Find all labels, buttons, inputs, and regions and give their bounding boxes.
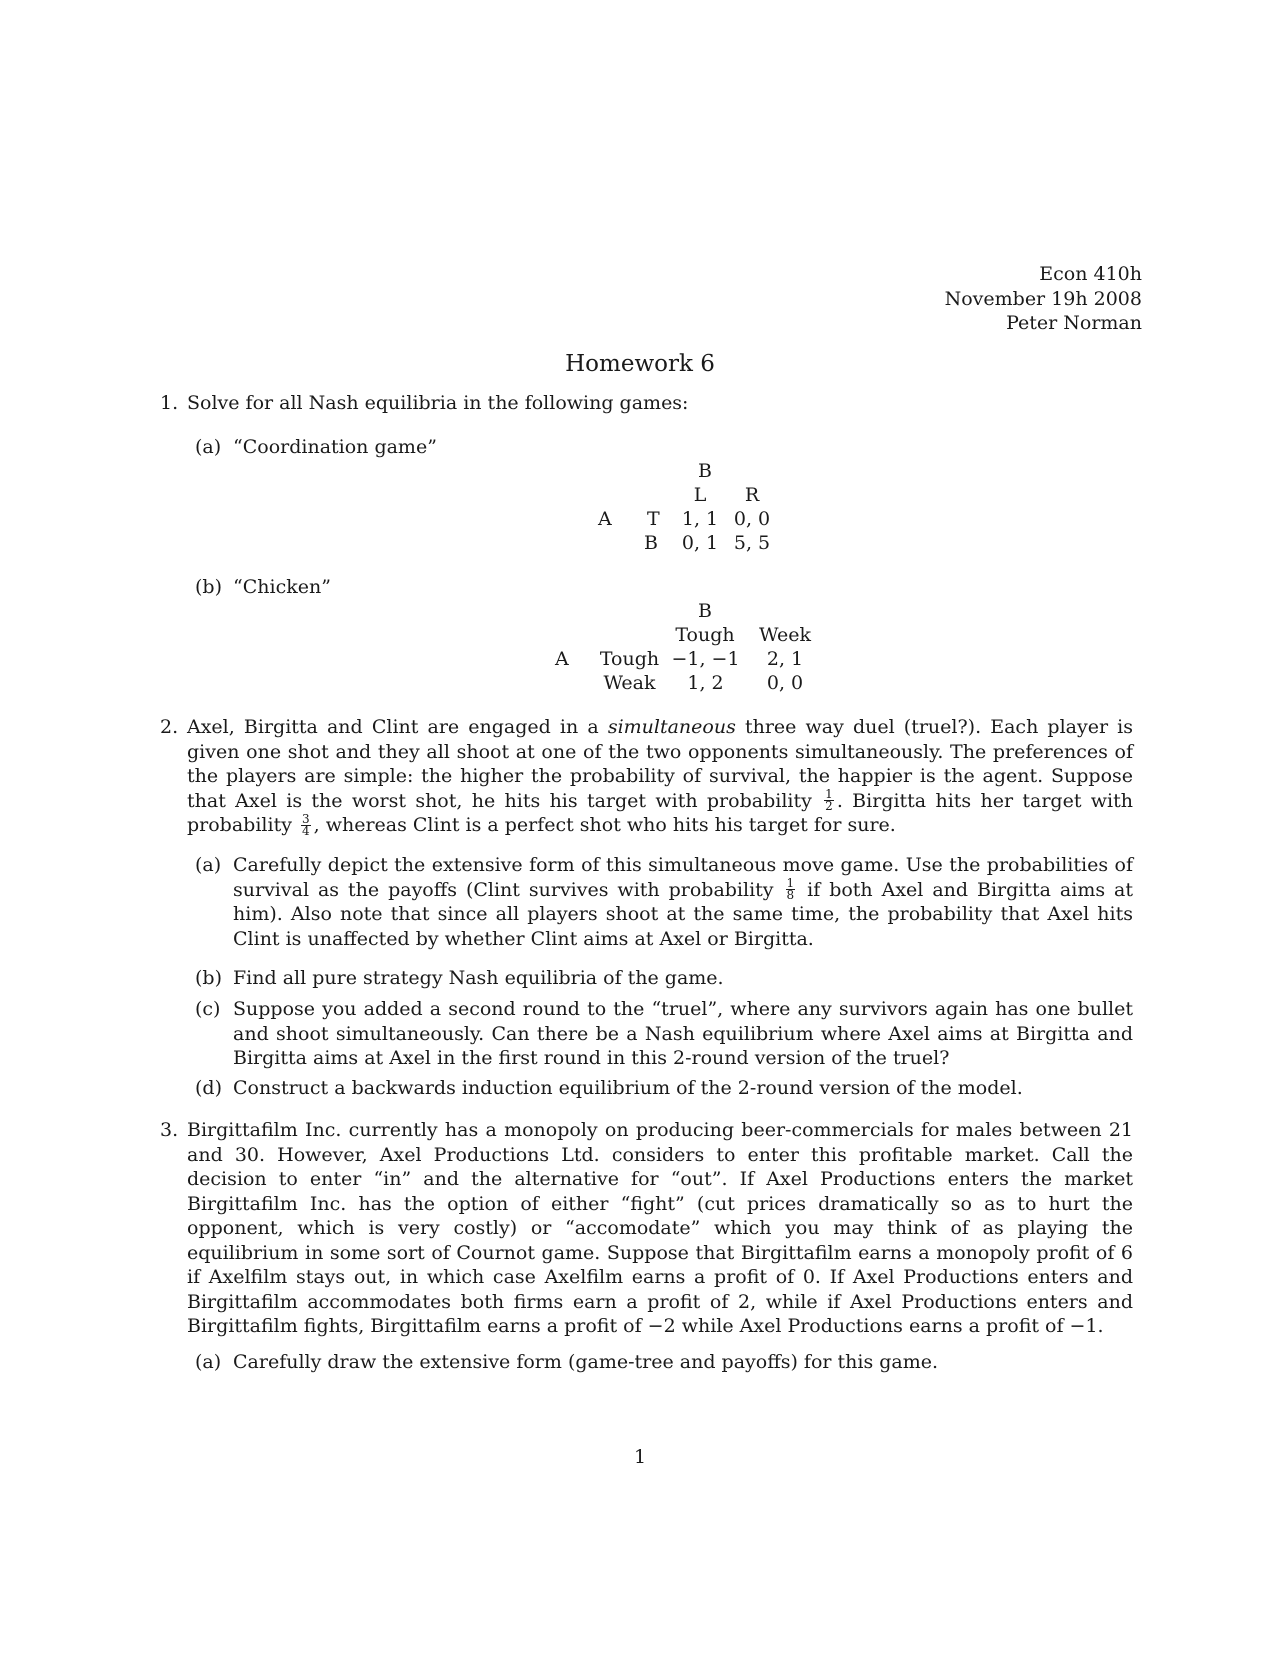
q2a-text-part: Carefully depict the extensive form of this simultaneous move game. Use the probabilities of survival as the payoffs (Clint survives with probability <box>233 854 1133 901</box>
course-name: Econ 410h <box>1039 263 1142 285</box>
q1a-label: (a) <box>195 436 222 458</box>
matrix-b-col-label: Week <box>759 624 811 646</box>
q2-italic-word: simultaneous <box>607 716 736 738</box>
author-name: Peter Norman <box>1006 312 1142 334</box>
q3a-label: (a) <box>195 1351 222 1373</box>
q1-text: Solve for all Nash equilibria in the following games: <box>187 392 689 414</box>
q2-text-part: , whereas Clint is a perfect shot who hits his target for sure. <box>313 814 896 836</box>
matrix-a-col-label: R <box>744 484 760 506</box>
matrix-b-row-player: A <box>555 648 569 670</box>
q2-number: 2. <box>160 716 179 738</box>
matrix-a-row-label: T <box>647 508 660 530</box>
q2-text-part: Axel, Birgitta and Clint are engaged in a <box>187 716 599 738</box>
q2a-label: (a) <box>195 854 222 876</box>
matrix-a-row-label: B <box>644 532 658 554</box>
fraction-three-quarters: $\frac{3}{4}$ <box>301 811 310 838</box>
matrix-b-cell: 2, 1 <box>766 648 804 670</box>
q2c-text: Suppose you added a second round to the “truel”, where any survivors again has one bullet and shoot simultaneously. Can there be a Nash equilibrium where Axel aims at Birgitta and Birgitta aims at Axel in the first round in this 2-round version of the truel? <box>233 998 1133 1069</box>
matrix-a-cell: 5, 5 <box>733 532 771 554</box>
q2d-text: Construct a backwards induction equilibrium of the 2-round version of the model. <box>233 1077 1023 1099</box>
fraction-one-half: $\frac{1}{2}$ <box>825 787 833 813</box>
q2a-text <box>233 853 1133 951</box>
matrix-a-cell: 0, 1 <box>681 532 719 554</box>
matrix-b-col-label: Tough <box>675 624 735 646</box>
q2-paragraph <box>187 715 1133 838</box>
document-date: November 19h 2008 <box>944 287 1142 310</box>
q2b-label: (b) <box>195 967 222 989</box>
q2d-label: (d) <box>195 1077 222 1099</box>
matrix-b-row-label: Weak <box>603 672 656 694</box>
matrix-a-cell: 1, 1 <box>681 508 719 530</box>
q1b-name: “Chicken” <box>233 576 331 598</box>
matrix-a-col-label: L <box>693 484 707 506</box>
q2a-text-part: if both Axel and Birgitta aims at him). Also note that since all players shoot at the same time, the probability that Axel hits Clint is unaffected by whether Clint aims at Axel or Birgitta. <box>233 878 1134 950</box>
matrix-b-row-label: Tough <box>599 648 660 670</box>
q2-text-part: . Birgitta hits her target with probability <box>187 789 1133 836</box>
matrix-b-cell: 0, 0 <box>766 672 804 694</box>
q1-number: 1. <box>160 392 179 414</box>
q1b-label: (b) <box>195 576 222 598</box>
q1a-name: “Coordination game” <box>233 436 437 458</box>
q2-text-part: three way duel (truel?). Each player is given one shot and they all shoot at one of the two opponents simultaneously. The preferences of the players are simple: the higher the probability of survival, the happier is the agent. Suppose that Axel is the worst shot, he hits his target with probability <box>187 716 1133 812</box>
q2b-text: Find all pure strategy Nash equilibria of the game. <box>233 967 724 989</box>
q2c-label: (c) <box>195 998 221 1020</box>
q3-number: 3. <box>160 1119 179 1141</box>
matrix-a-cell: 0, 0 <box>733 508 771 530</box>
q3a-text: Carefully draw the extensive form (game-tree and payoffs) for this game. <box>233 1351 939 1373</box>
page-title: Homework 6 <box>565 351 715 377</box>
matrix-b-cell: 1, 2 <box>687 672 724 694</box>
document-header <box>945 262 1142 336</box>
q3-paragraph: Birgittafilm Inc. currently has a monopoly on producing beer-commercials for males between 21 and 30. However, Axel Productions Ltd. considers to enter this profitable market. Call the decision to enter “in” and the alternative for “out”. If Axel Productions enters the market Birgittafilm Inc. has the option of either “fight” (cut prices dramatically so as to hurt the opponent, which is very costly) or “accomodate” which you may think of as playing the equilibrium in some sort of Cournot game. Suppose that Birgittafilm earns a monopoly profit of 6 if Axelfilm stays out, in which case Axelfilm earns a profit of 0. If Axel Productions enters and Birgittafilm accommodates both firms earn a profit of 2, while if Axel Productions enters and Birgittafilm fights, Birgittafilm earns a profit of −2 while Axel Productions earns a profit of −1. <box>187 1119 1133 1337</box>
page-number: 1 <box>633 1446 647 1468</box>
matrix-a-col-player: B <box>698 460 712 482</box>
matrix-a-row-player: A <box>598 508 612 530</box>
fraction-one-eighth: $\frac{1}{8}$ <box>786 876 795 902</box>
matrix-b-col-player: B <box>698 600 712 622</box>
matrix-b-cell: −1, −1 <box>671 648 740 670</box>
